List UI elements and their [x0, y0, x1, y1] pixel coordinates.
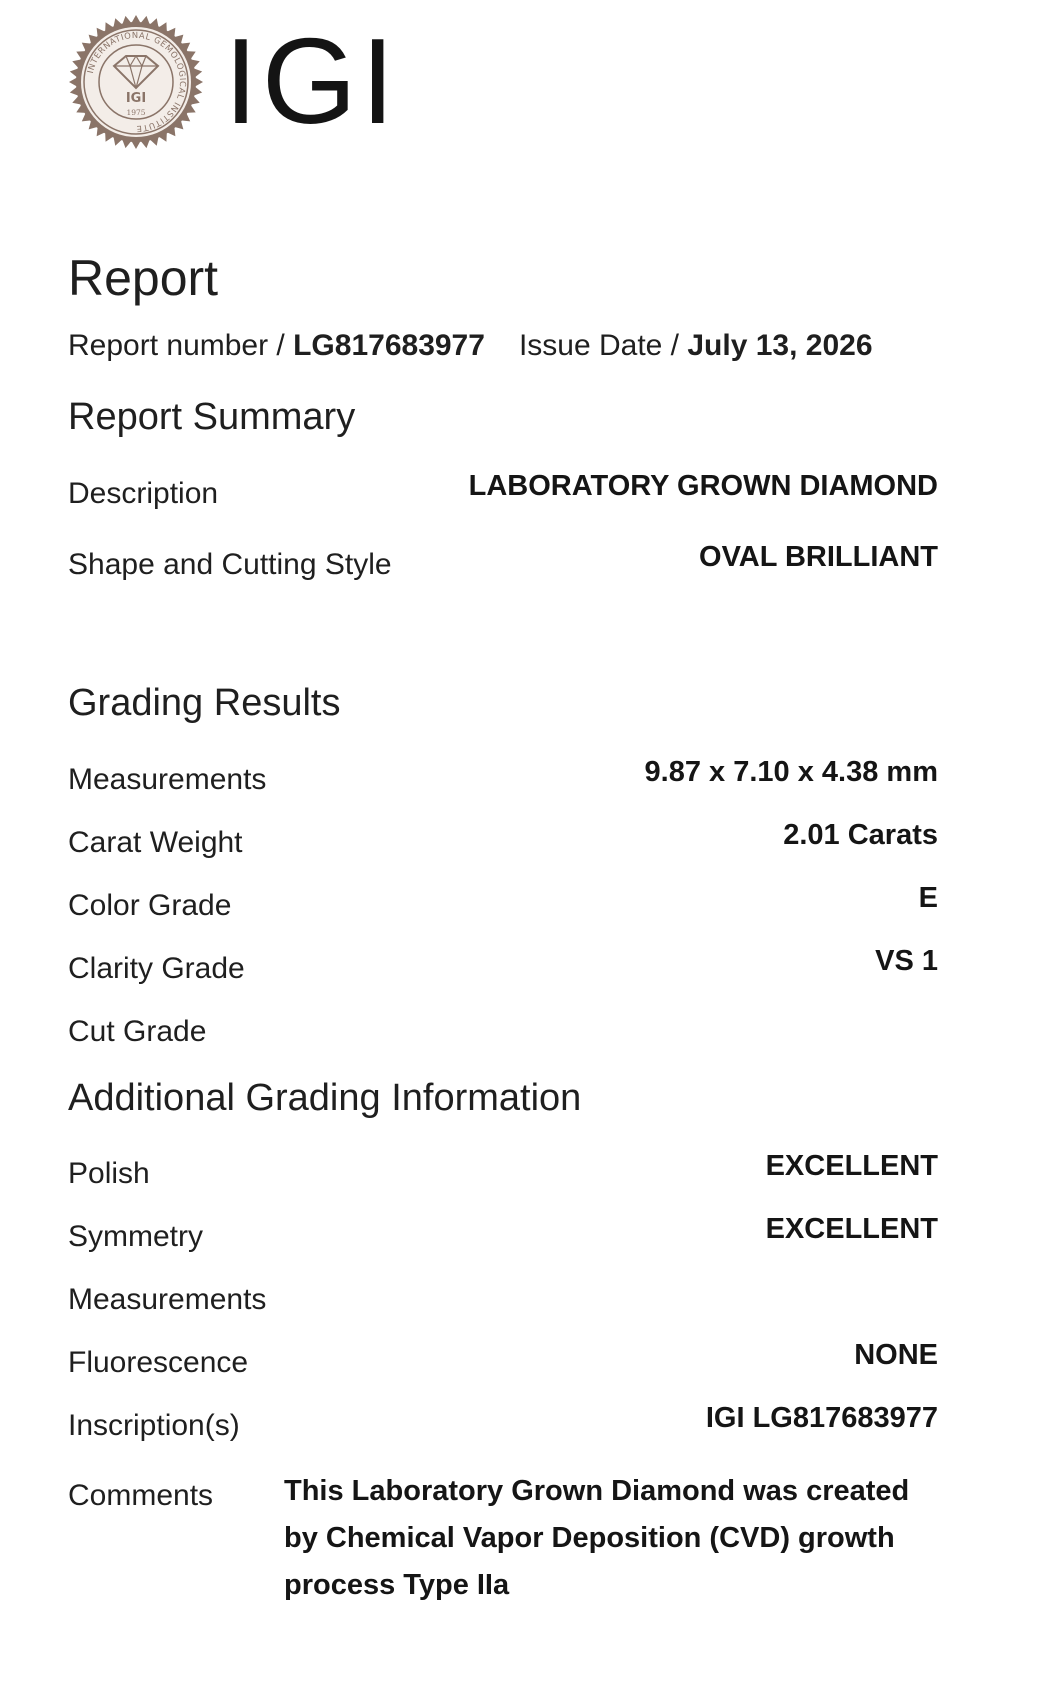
clarity-grade-row — [68, 941, 938, 985]
issue-date-label: Issue Date / — [518, 329, 688, 362]
report-number-label: Report number / — [68, 329, 294, 362]
description-row — [68, 466, 938, 510]
row-value: NONE — [854, 1339, 938, 1371]
additional-measurements-row — [68, 1272, 938, 1316]
report-meta — [68, 326, 873, 366]
measurements-row — [68, 752, 938, 796]
row-label: Symmetry — [68, 1220, 203, 1253]
seal-ring-text: INTERNATIONAL GEMOLOGICAL INSTITUTE — [84, 29, 189, 135]
row-label: Shape and Cutting Style — [68, 548, 392, 581]
page-title: Report — [68, 250, 219, 306]
row-value: LABORATORY GROWN DIAMOND — [468, 470, 938, 502]
row-label: Cut Grade — [68, 1015, 207, 1048]
row-label: Fluorescence — [68, 1346, 249, 1379]
fluorescence-row — [68, 1335, 938, 1379]
cut-grade-row — [68, 1004, 938, 1048]
row-value: 2.01 Carats — [783, 819, 938, 851]
polish-row — [68, 1146, 938, 1190]
row-value: VS 1 — [875, 945, 938, 977]
row-value: IGI LG817683977 — [705, 1402, 938, 1434]
comments-value: This Laboratory Grown Diamond was created by Chemical Vapor Deposition (CVD) growth process Type IIa — [284, 1475, 910, 1601]
igi-seal-logo — [68, 14, 204, 150]
seal-center-text: IGI — [125, 91, 147, 106]
comments-label: Comments — [68, 1479, 214, 1512]
report-number-value: LG817683977 — [293, 329, 485, 362]
row-value: EXCELLENT — [765, 1150, 938, 1182]
symmetry-row — [68, 1209, 938, 1253]
inscription-row — [68, 1398, 938, 1442]
row-label: Description — [68, 477, 219, 510]
row-label: Measurements — [68, 1283, 267, 1316]
row-value: E — [918, 882, 938, 914]
issue-date-value: July 13, 2026 — [687, 329, 873, 362]
row-value: OVAL BRILLIANT — [699, 541, 938, 573]
igi-wordmark: IGI — [224, 13, 399, 149]
report-summary-heading: Report Summary — [68, 396, 356, 438]
color-grade-row — [68, 878, 938, 922]
row-value: 9.87 x 7.10 x 4.38 mm — [644, 756, 938, 788]
row-value: EXCELLENT — [765, 1213, 938, 1245]
carat-weight-row — [68, 815, 938, 859]
additional-grading-heading: Additional Grading Information — [68, 1077, 582, 1119]
row-label: Inscription(s) — [68, 1409, 240, 1442]
row-label: Color Grade — [68, 889, 232, 922]
row-label: Clarity Grade — [68, 952, 245, 985]
row-label: Measurements — [68, 763, 267, 796]
row-label: Carat Weight — [68, 826, 243, 859]
seal-year: 1975 — [126, 108, 146, 117]
grading-results-heading: Grading Results — [68, 682, 341, 724]
row-label: Polish — [68, 1157, 150, 1190]
shape-row — [68, 537, 938, 581]
